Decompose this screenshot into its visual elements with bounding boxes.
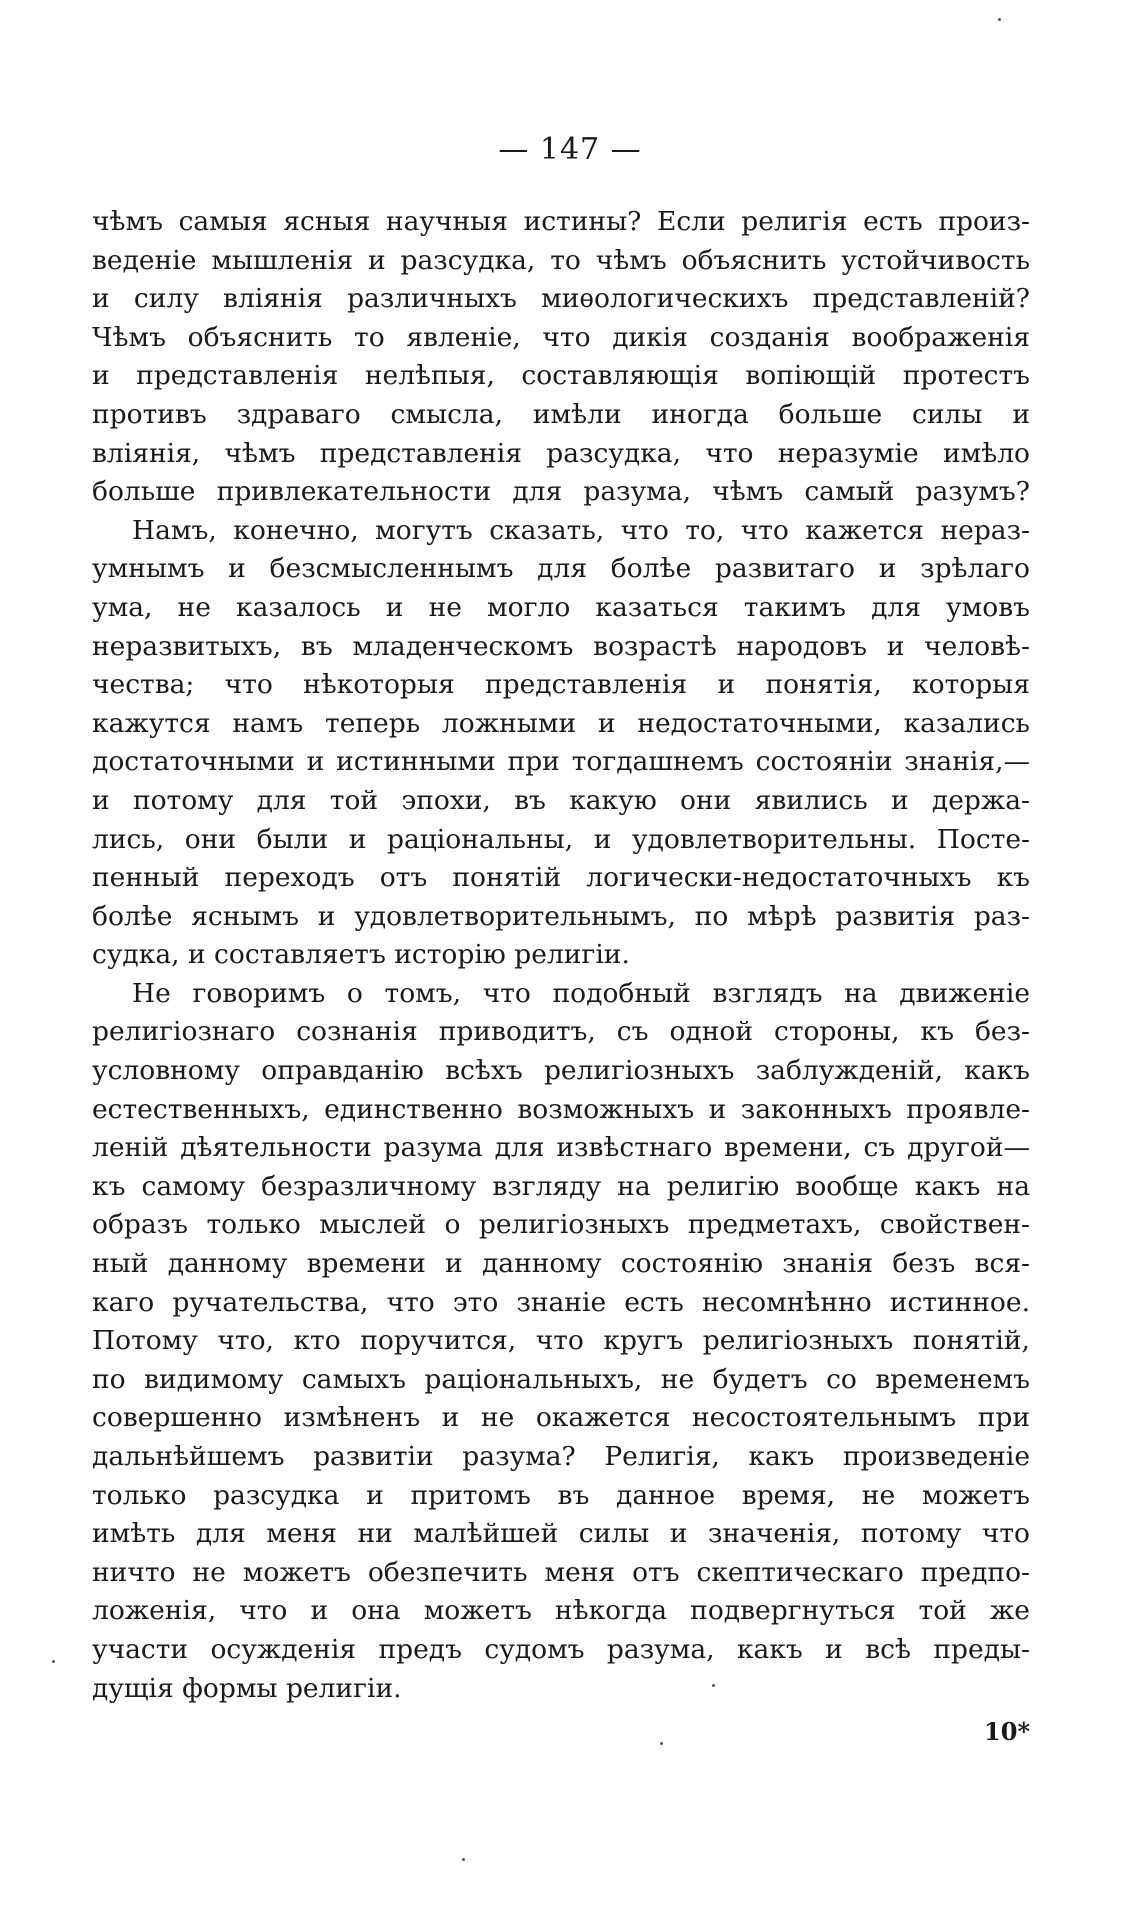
text-line: образъ только мыслей о религіозныхъ предметахъ, свойствен- [92,1209,1030,1241]
text-line: леній дѣятельности разума для извѣстнаго времени, съ другой— [92,1132,1030,1164]
text-line: религіознаго сознанія приводитъ, съ одной стороны, къ без- [92,1016,1030,1048]
text-line: участи осужденія предъ судомъ разума, какъ и всѣ преды- [92,1633,1030,1665]
text-line: имѣть для меня ни малѣйшей силы и значенія, потому что [92,1518,1030,1550]
text-line: лись, они были и раціональны, и удовлетворительны. Посте- [92,823,1030,855]
print-speck [660,1742,663,1745]
print-speck [462,1858,465,1861]
text-line: къ самому безразличному взгляду на религію вообще какъ на [92,1170,1030,1202]
text-line: и представленія нелѣпыя, составляющія вопіющій протестъ [92,360,1030,392]
text-line: по видимому самыхъ раціональныхъ, не будетъ со временемъ [92,1363,1030,1395]
text-line: естественныхъ, единственно возможныхъ и законныхъ проявле- [92,1093,1030,1125]
printer-signature-mark: 10* [984,1717,1030,1746]
text-line: неразвитыхъ, въ младенческомъ возрастѣ народовъ и человѣ- [92,630,1030,662]
text-line: Чѣмъ объяснить то явленіе, что дикія созданія воображенія [92,321,1030,353]
text-line: совершенно измѣненъ и не окажется несостоятельнымъ при [92,1402,1030,1434]
text-line: ложенія, что и она можетъ нѣкогда подвергнуться той же [92,1595,1030,1627]
print-speck [52,1660,55,1663]
paragraph-3 [92,975,1030,1708]
text-line: веденіе мышленія и разсудка, то чѣмъ объяснить устойчивость [92,244,1030,276]
text-line: противъ здраваго смысла, имѣли иногда больше силы и [92,398,1030,430]
print-speck [712,1684,715,1687]
text-line: Намъ, конечно, могутъ сказать, что то, что кажется нераз- [132,514,1030,546]
text-line: ума, не казалось и не могло казаться такимъ для умовъ [92,591,1030,623]
text-line: и потому для той эпохи, въ какую они явились и держа- [92,784,1030,816]
text-line: и силу вліянія различныхъ миѳологическихъ представленій? [92,283,1030,315]
text-line: дущія формы религіи. [92,1672,402,1704]
text-line: дальнѣйшемъ развитіи разума? Религія, какъ произведеніе [92,1441,1030,1472]
paragraph-2 [92,512,1030,975]
body-text [92,203,1030,1708]
text-line: Не говоримъ о томъ, что подобный взглядъ на движеніе [132,977,1030,1009]
text-line: кажутся намъ теперь ложными и недостаточными, казались [92,707,1030,739]
text-line: болѣе яснымъ и удовлетворительнымъ, по мѣрѣ развитія раз- [92,900,1030,932]
text-line: ничто не можетъ обезпечить меня отъ скептическаго предпо- [92,1556,1030,1588]
page-number: — 147 — [498,132,642,167]
print-speck [998,18,1001,21]
text-line: вліянія, чѣмъ представленія разсудка, что неразуміе имѣло [92,437,1030,469]
text-line: достаточными и истинными при тогдашнемъ состояніи знанія,— [92,746,1030,778]
paragraph-1 [92,203,1030,512]
text-line: пенный переходъ отъ понятій логически-недостаточныхъ къ [92,862,1030,894]
text-line: чества; что нѣкоторыя представленія и понятія, которыя [92,669,1030,701]
text-line: чѣмъ самыя ясныя научныя истины? Если религія есть произ- [92,206,1030,237]
text-line: Потому что, кто поручится, что кругъ религіозныхъ понятій, [92,1325,1030,1357]
text-line: только разсудка и притомъ въ данное время, не можетъ [92,1479,1030,1511]
text-line: судка, и составляетъ исторію религіи. [92,939,630,971]
text-line: каго ручательства, что это знаніе есть несомнѣнно истинное. [92,1286,1030,1318]
text-line: условному оправданію всѣхъ религіозныхъ заблужденій, какъ [92,1055,1030,1087]
text-line: ный данному времени и данному состоянію знанія безъ вся- [92,1248,1030,1280]
text-line: больше привлекательности для разума, чѣмъ самый разумъ? [92,476,1030,508]
text-line: умнымъ и безсмысленнымъ для болѣе развитаго и зрѣлаго [92,553,1030,585]
